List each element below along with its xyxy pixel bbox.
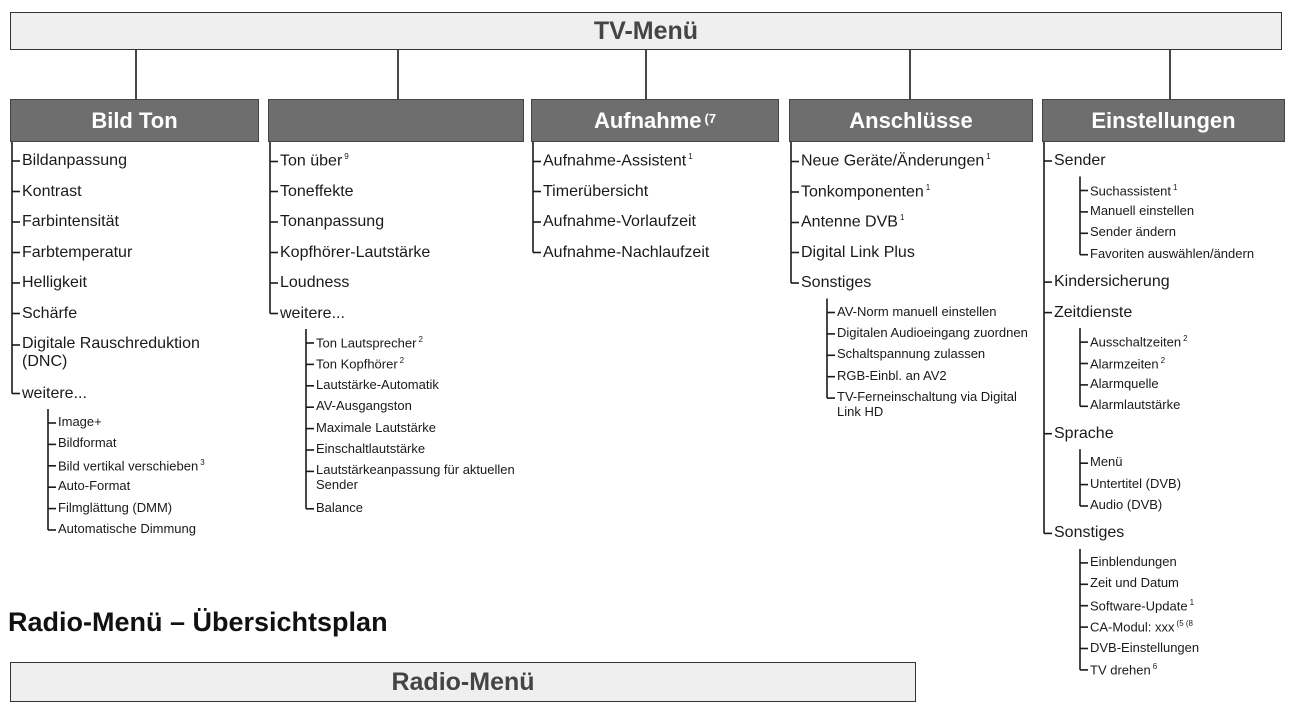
submenu-item-image-label: Image+ [58,414,102,429]
submenu-item-software-update-label: Software-Update [1090,598,1188,614]
menu-item-sender [1054,152,1106,170]
menu-item-sonstiges [1054,524,1124,542]
submenu-item-schaltspannung-zulassen [837,347,1029,362]
submenu-item-tv-drehen-label: TV drehen [1090,662,1151,678]
menu-item-loudness-label: Loudness [280,274,350,291]
footnote-marker: 3 [200,457,205,467]
tv-menu-root: TV-Menü [10,12,1282,50]
menu-item-digital-link-plus-label: Digital Link Plus [801,243,915,261]
submenu-item-alarmzeiten [1090,356,1281,372]
menu-item-digital-link-plus [801,244,915,262]
submenu-item-favoriten-auswaehlen-aendern-label: Favoriten auswählen/ändern [1090,245,1255,261]
menu-item-weitere [22,385,212,403]
footnote-marker: 2 [1183,334,1188,344]
menu-item-toneffekte-label: Toneffekte [280,182,354,200]
menu-item-digitale-rauschreduktion-dnc [22,335,212,372]
submenu-item-ausschaltzeiten [1090,334,1281,350]
submenu-item-av-ausgangston [316,399,520,414]
menu-item-aufnahme-assistent [543,152,693,171]
footnote-marker: 1 [688,152,693,161]
menu-header-anschluesse [789,99,1033,142]
submenu-item-bild-vertikal-verschieben-label: Bild vertikal verschieben [58,458,199,474]
footnote-marker: 2 [418,335,423,344]
submenu-item-rgb-einbl-an-av2 [837,369,1029,384]
submenu-item-ton-lautsprecher-label: Ton Lautsprecher [316,335,417,351]
submenu-item-audio-dvb [1090,498,1281,513]
footnote-marker: 1 [1189,597,1195,607]
menu-item-tonkomponenten [801,183,930,202]
menu-item-farbintensitaet-label: Farbintensität [22,213,119,230]
menu-item-loudness [280,274,349,292]
menu-header-aufnahme [531,99,779,142]
submenu-item-bildformat-label: Bildformat [58,435,117,451]
submenu-item-digitalen-audioeingang-zuordnen [837,326,1029,341]
menu-item-sonstiges-label: Sonstiges [1054,524,1125,542]
menu-item-zeitdienste [1054,304,1132,322]
menu-item-kontrast-label: Kontrast [22,182,82,200]
submenu-item-alarmzeiten-label: Alarmzeiten [1090,355,1159,371]
footnote-marker: 1 [986,152,991,161]
menu-item-antenne-dvb-label: Antenne DVB [801,213,898,231]
menu-item-neue-geraete-aenderungen-label: Neue Geräte/Änderungen [801,152,985,170]
menu-header-label: Anschlüsse [849,107,973,133]
submenu-item-einschaltlautstaerke-label: Einschaltlautstärke [316,441,426,456]
submenu-item-lautstaerke-automatik-label: Lautstärke-Automatik [316,376,439,392]
submenu-item-sender-aendern-label: Sender ändern [1090,224,1177,240]
submenu-item-manuell-einstellen-label: Manuell einstellen [1090,202,1195,218]
menu-item-aufnahme-nachlaufzeit [543,244,709,262]
submenu-item-tv-ferneinschaltung-via-digital-link-hd [837,390,1029,420]
menu-item-digitale-rauschreduktion-dnc-label: Digitale Rauschreduktion (DNC) [22,335,200,371]
menu-item-timeruebersicht-label: Timerübersicht [543,182,649,200]
menu-item-farbtemperatur-label: Farbtemperatur [22,243,133,261]
radio-menu-heading: Radio-Menü – Übersichtsplan [8,607,388,637]
submenu-item-untertitel-dvb-label: Untertitel (DVB) [1090,475,1182,491]
submenu-item-filmglaettung-dmm-label: Filmglättung (DMM) [58,499,173,515]
menu-item-weitere [280,305,345,323]
submenu-item-auto-format [58,479,255,494]
footnote-marker: (5 (8 [1176,619,1193,629]
menu-item-sonstiges-label: Sonstiges [801,274,872,291]
submenu-item-ton-kopfhoerer [316,356,520,372]
submenu-item-automatische-dimmung [58,522,255,537]
submenu-item-software-update [1090,598,1281,614]
menu-item-aufnahme-assistent-label: Aufnahme-Assistent [543,152,687,170]
submenu-item-alarmquelle-label: Alarmquelle [1090,375,1159,391]
footnote-marker: 2 [399,356,405,366]
submenu-item-maximale-lautstaerke-label: Maximale Lautstärke [316,419,436,435]
menu-header-ton [268,99,524,142]
submenu-item-dvb-einstellungen [1090,641,1281,656]
menu-item-ton-ueber-label: Ton über [280,152,343,170]
submenu-item-manuell-einstellen [1090,204,1281,219]
submenu-item-ca-modul-xxx [1090,619,1281,635]
menu-item-kopfhoerer-lautstaerke-label: Kopfhörer-Lautstärke [280,243,431,261]
menu-item-tonanpassung [280,213,384,231]
menu-item-sonstiges [801,274,871,292]
footnote-marker: 1 [1172,182,1178,192]
menu-item-sender-label: Sender [1054,152,1106,169]
submenu-item-lautstaerkeanpassung-fuer-aktuellen-sender-label: Lautstärkeanpassung für aktuellen Sender [316,462,515,493]
menu-header-label: Aufnahme [593,107,702,133]
menu-item-sprache [1054,425,1114,443]
submenu-item-balance [316,501,520,516]
submenu-item-lautstaerkeanpassung-fuer-aktuellen-sender [316,463,520,493]
submenu-item-filmglaettung-dmm [58,501,255,516]
footnote-marker: 1 [925,182,931,192]
submenu-item-automatische-dimmung-label: Automatische Dimmung [58,521,196,536]
menu-item-bildanpassung-label: Bildanpassung [22,152,127,169]
menu-item-kopfhoerer-lautstaerke [280,244,430,262]
footnote-marker: 2 [1160,355,1166,365]
submenu-item-alarmquelle [1090,377,1281,392]
radio-menu-root [10,662,916,702]
submenu-item-alarmlautstaerke-label: Alarmlautstärke [1090,397,1181,413]
menu-header-einstellungen [1042,99,1285,142]
menu-item-kindersicherung [1054,273,1170,291]
submenu-item-untertitel-dvb [1090,477,1281,492]
menu-item-kontrast [22,183,212,201]
menu-item-aufnahme-vorlaufzeit-label: Aufnahme-Vorlaufzeit [543,213,696,230]
menu-item-neue-geraete-aenderungen [801,152,991,171]
menu-item-bildanpassung [22,152,212,170]
menu-item-weitere-label: weitere... [22,384,87,402]
menu-item-helligkeit [22,274,212,292]
menu-header-label: Bild Ton [91,107,178,133]
submenu-item-zeit-und-datum [1090,576,1281,591]
submenu-item-ton-lautsprecher [316,335,520,351]
menu-item-zeitdienste-label: Zeitdienste [1054,303,1133,321]
submenu-item-digitalen-audioeingang-zuordnen-label: Digitalen Audioeingang zuordnen [837,324,1028,340]
submenu-item-tv-drehen [1090,662,1281,678]
menu-item-aufnahme-vorlaufzeit [543,213,696,231]
footnote-marker: 1 [899,213,905,222]
submenu-item-suchassistent [1090,183,1281,199]
submenu-item-rgb-einbl-an-av2-label: RGB-Einbl. an AV2 [837,367,947,383]
menu-item-farbintensitaet [22,213,212,231]
menu-header-bild-ton [10,99,259,142]
submenu-item-alarmlautstaerke [1090,398,1281,413]
menu-item-aufnahme-nachlaufzeit-label: Aufnahme-Nachlaufzeit [543,243,710,261]
submenu-item-audio-dvb-label: Audio (DVB) [1090,497,1163,512]
menu-item-tonkomponenten-label: Tonkomponenten [801,182,924,200]
submenu-item-av-norm-manuell-einstellen [837,305,1029,320]
submenu-item-tv-ferneinschaltung-via-digital-link-hd-label: TV-Ferneinschaltung via Digital Link HD [837,389,1017,420]
submenu-item-ton-kopfhoerer-label: Ton Kopfhörer [316,356,398,372]
submenu-item-bild-vertikal-verschieben [58,458,255,474]
submenu-item-einschaltlautstaerke [316,442,520,457]
submenu-item-ausschaltzeiten-label: Ausschaltzeiten [1090,334,1182,350]
footnote-marker: (7 [704,111,717,126]
submenu-item-favoriten-auswaehlen-aendern [1090,247,1281,262]
submenu-item-sender-aendern [1090,225,1281,240]
radio-menu-title: Radio-Menü [391,668,535,696]
menu-item-tonanpassung-label: Tonanpassung [280,213,385,230]
submenu-item-auto-format-label: Auto-Format [58,478,131,494]
submenu-item-menue [1090,455,1281,470]
menu-item-ton-ueber [280,152,349,171]
menu-item-schaerfe [22,305,212,323]
menu-item-helligkeit-label: Helligkeit [22,274,87,291]
submenu-item-ca-modul-xxx-label: CA-Modul: xxx [1090,619,1175,635]
submenu-item-maximale-lautstaerke [316,421,520,436]
menu-item-sprache-label: Sprache [1054,424,1114,442]
submenu-item-bildformat [58,436,255,451]
menu-header-label: Einstellungen [1091,107,1236,133]
menu-item-schaerfe-label: Schärfe [22,304,78,322]
submenu-item-image [58,415,255,430]
submenu-item-menue-label: Menü [1090,454,1123,470]
menu-item-toneffekte [280,183,354,201]
submenu-item-zeit-und-datum-label: Zeit und Datum [1090,575,1179,591]
menu-item-kindersicherung-label: Kindersicherung [1054,273,1170,291]
footnote-marker: 9 [344,152,349,161]
menu-item-weitere-label: weitere... [280,304,345,322]
menu-item-farbtemperatur [22,244,212,262]
menu-item-antenne-dvb [801,213,904,232]
footnote-marker: 6 [1152,661,1158,671]
submenu-item-av-ausgangston-label: AV-Ausgangston [316,398,412,414]
submenu-item-einblendungen-label: Einblendungen [1090,553,1177,569]
submenu-item-schaltspannung-zulassen-label: Schaltspannung zulassen [837,346,986,362]
submenu-item-dvb-einstellungen-label: DVB-Einstellungen [1090,639,1200,655]
submenu-item-balance-label: Balance [316,499,363,515]
menu-item-timeruebersicht [543,183,648,201]
submenu-item-einblendungen [1090,555,1281,570]
submenu-item-av-norm-manuell-einstellen-label: AV-Norm manuell einstellen [837,303,997,319]
submenu-item-suchassistent-label: Suchassistent [1090,182,1171,198]
submenu-item-lautstaerke-automatik [316,378,520,393]
